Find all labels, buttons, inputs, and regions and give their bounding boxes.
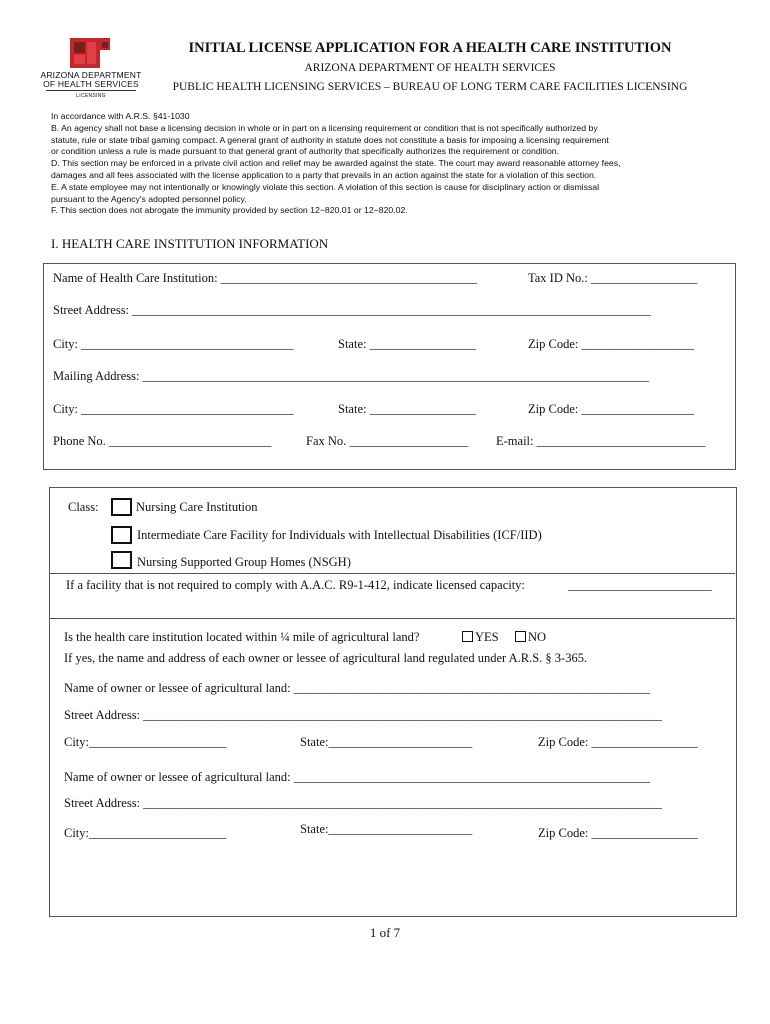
owner2-city-field[interactable]: City:______________________ bbox=[64, 826, 227, 840]
bureau-name: PUBLIC HEALTH LICENSING SERVICES – BUREAU OF LONG TERM CARE FACILITIES LICENSING bbox=[172, 81, 688, 93]
mailing-city-field[interactable]: City: __________________________________ bbox=[53, 402, 294, 416]
licensed-capacity-field[interactable]: _______________________ bbox=[568, 578, 712, 592]
owner2-zip-field[interactable]: Zip Code: _________________ bbox=[538, 826, 698, 840]
logo-text-line2: OF HEALTH SERVICES bbox=[43, 79, 139, 89]
owner1-state-field[interactable]: State:_______________________ bbox=[300, 735, 473, 749]
owner1-zip-field[interactable]: Zip Code: _________________ bbox=[538, 735, 698, 749]
logo-text-line1: ARIZONA DEPARTMENT bbox=[40, 70, 142, 80]
statute-line: B. An agency shall not base a licensing decision in whole or in part on a licensing requirement or condition that is not specifically authorized by bbox=[51, 122, 598, 133]
section-1-title: I. HEALTH CARE INSTITUTION INFORMATION bbox=[51, 236, 329, 251]
agricultural-land-question: Is the health care institution located within ¼ mile of agricultural land? bbox=[64, 630, 420, 644]
institution-name-field[interactable]: Name of Health Care Institution: _________________________________________ bbox=[53, 271, 477, 285]
adhs-logo-icon bbox=[70, 36, 112, 70]
statute-line: statute, rule or state tribal gaming compact. A general grant of authority in statute does not constitute a basis for imposing a licensing requirement bbox=[51, 134, 609, 145]
statute-line: damages and all fees associated with the license application to a party that prevails in an action against the state for a violation of this section. bbox=[51, 169, 597, 180]
owner1-name-field[interactable]: Name of owner or lessee of agricultural land: _________________________________________________________ bbox=[64, 681, 651, 695]
nsgh-checkbox[interactable] bbox=[111, 551, 132, 569]
zip-code-field[interactable]: Zip Code: __________________ bbox=[528, 337, 694, 351]
statute-line: E. A state employee may not intentionally or knowingly violate this section. A violation of this section is cause for disciplinary action or dismissal bbox=[51, 181, 600, 192]
statute-notice bbox=[51, 111, 741, 217]
class-and-agriculture-box bbox=[49, 487, 737, 917]
owner2-name-field[interactable]: Name of owner or lessee of agricultural land: _________________________________________________________ bbox=[64, 770, 651, 784]
statute-line: D. This section may be enforced in a private civil action and relief may be awarded against the state. The court may award reasonable attorney fees, bbox=[51, 158, 621, 169]
owner2-street-field[interactable]: Street Address: ___________________________________________________________________________________ bbox=[64, 796, 662, 810]
agri-yes-checkbox[interactable] bbox=[462, 631, 473, 642]
class-option-nursing-care: Nursing Care Institution bbox=[136, 500, 258, 514]
phone-field[interactable]: Phone No. __________________________ bbox=[53, 434, 272, 448]
state-field[interactable]: State: _________________ bbox=[338, 337, 476, 351]
email-field[interactable]: E-mail: ___________________________ bbox=[496, 434, 706, 448]
agri-no-label: NO bbox=[528, 630, 547, 644]
statute-line: F. This section does not abrogate the immunity provided by section 12−820.01 or 12−820.02. bbox=[51, 205, 408, 216]
owner2-state-field[interactable]: State:_______________________ bbox=[300, 822, 473, 836]
agri-no-checkbox[interactable] bbox=[515, 631, 526, 642]
class-divider bbox=[50, 573, 735, 574]
agri-yes-label: YES bbox=[475, 630, 499, 644]
form-title: INITIAL LICENSE APPLICATION FOR A HEALTH CARE INSTITUTION bbox=[188, 40, 672, 56]
logo-text-line3: LICENSING bbox=[76, 93, 106, 99]
owner1-city-field[interactable]: City:______________________ bbox=[64, 735, 227, 749]
city-field[interactable]: City: __________________________________ bbox=[53, 337, 294, 351]
nursing-care-checkbox[interactable] bbox=[111, 498, 132, 516]
tax-id-field[interactable]: Tax ID No.: _________________ bbox=[528, 271, 698, 285]
statute-line: or condition unless a rule is made pursuant to that general grant of authority that specifically authorizes the requirement or condition. bbox=[51, 146, 560, 157]
agricultural-instruction: If yes, the name and address of each owner or lessee of agricultural land regulated under A.R.S. § 3-365. bbox=[64, 651, 588, 665]
mailing-address-field[interactable]: Mailing Address: _________________________________________________________________________________ bbox=[53, 369, 649, 383]
street-address-field[interactable]: Street Address: ___________________________________________________________________________________ bbox=[53, 303, 651, 317]
class-label: Class: bbox=[68, 500, 99, 514]
agri-yes-option[interactable] bbox=[462, 630, 499, 645]
page-number: 1 of 7 bbox=[369, 925, 401, 940]
owner1-street-field[interactable]: Street Address: ___________________________________________________________________________________ bbox=[64, 708, 662, 722]
capacity-divider bbox=[50, 618, 735, 619]
mailing-state-field[interactable]: State: _________________ bbox=[338, 402, 476, 416]
department-name: ARIZONA DEPARTMENT OF HEALTH SERVICES bbox=[304, 62, 556, 74]
fax-field[interactable]: Fax No. ___________________ bbox=[306, 434, 469, 448]
class-option-nsgh: Nursing Supported Group Homes (NSGH) bbox=[137, 555, 351, 569]
licensed-capacity-label: If a facility that is not required to comply with A.A.C. R9-1-412, indicate licensed capacity: bbox=[66, 578, 525, 592]
icf-iid-checkbox[interactable] bbox=[111, 526, 132, 544]
class-option-icf-iid: Intermediate Care Facility for Individuals with Intellectual Disabilities (ICF/IID) bbox=[137, 528, 542, 542]
mailing-zip-field[interactable]: Zip Code: __________________ bbox=[528, 402, 694, 416]
statute-line: pursuant to the Agency's adopted personnel policy. bbox=[51, 193, 247, 204]
agri-no-option[interactable] bbox=[515, 630, 546, 645]
statute-line: In accordance with A.R.S. §41-1030 bbox=[51, 111, 190, 121]
